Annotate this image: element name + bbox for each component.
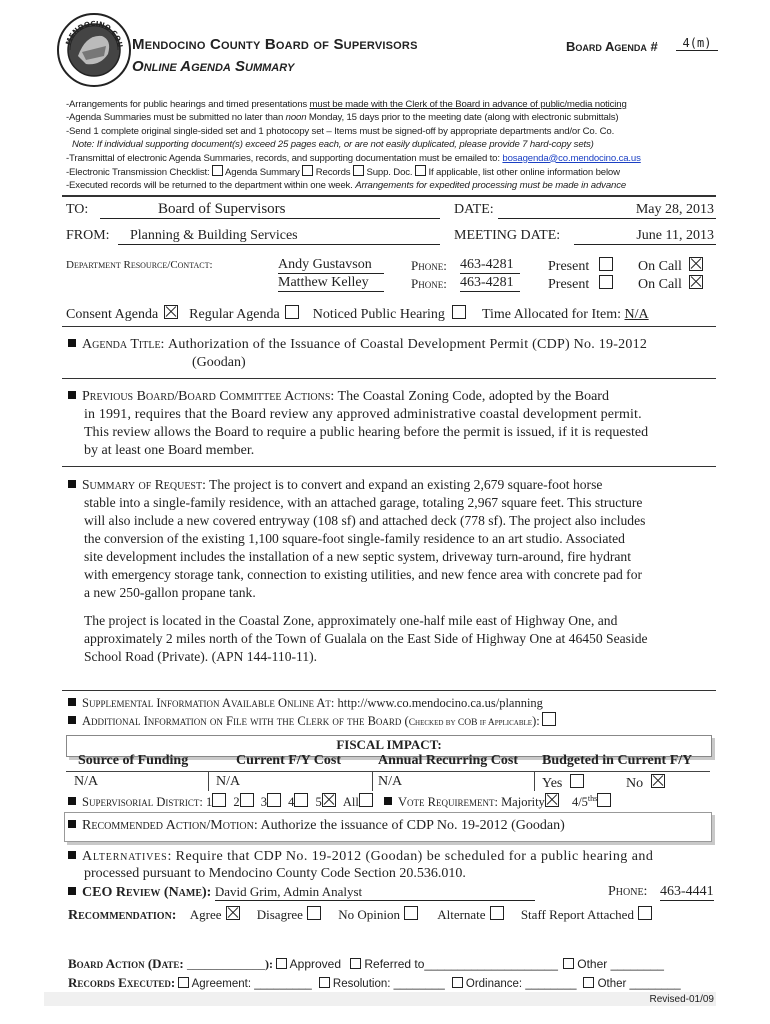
additional-info-label: Additional Information on File with the Clerk of the Board (	[82, 714, 409, 728]
contact1[interactable]	[278, 257, 384, 274]
records-other-option: Other ________	[583, 978, 680, 990]
agree-label: Agree	[189, 907, 222, 922]
consent-label: Consent Agenda	[66, 307, 159, 322]
present-option-2: Present	[548, 275, 613, 293]
bullet-icon	[68, 820, 76, 828]
bullet-icon	[68, 887, 76, 895]
district-all-checkbox[interactable]	[359, 793, 373, 807]
majority-checkbox[interactable]	[545, 793, 559, 807]
from-field[interactable]	[118, 226, 440, 245]
alternate-checkbox[interactable]	[490, 906, 504, 920]
phone-label-1: Phone:	[411, 258, 447, 273]
alternatives-text: Require that CDP No. 19-2012 (Goodan) be scheduled for a public hearing and	[175, 849, 654, 864]
district-2-label: 2	[233, 795, 240, 809]
recommendation-label: Recommendation:	[68, 908, 177, 923]
other-option: Other ________	[563, 957, 664, 971]
no-opinion-label: No Opinion	[338, 907, 400, 922]
seal-logo-icon	[56, 12, 132, 88]
present-checkbox-1[interactable]	[599, 257, 613, 271]
date-label: DATE:	[454, 202, 494, 217]
agenda-summary-checkbox[interactable]	[212, 165, 223, 176]
referred-checkbox[interactable]	[350, 958, 361, 969]
district-5-label: 5	[315, 795, 322, 809]
date-value: May 28, 2013	[635, 202, 714, 217]
four-fifths-suffix: ths	[587, 793, 598, 803]
bullet-icon	[68, 391, 76, 399]
supplemental-section	[68, 695, 718, 732]
meeting-date-value: June 11, 2013	[636, 228, 714, 243]
to-field[interactable]	[100, 200, 440, 219]
prev-actions-text: by at least one Board member.	[84, 443, 255, 458]
page-subtitle: Online Agenda Summary	[132, 58, 295, 75]
district-1-label: 1	[206, 795, 213, 809]
summary-section	[68, 476, 718, 666]
footer-bar	[44, 992, 716, 1006]
district-label: Supervisorial District:	[82, 795, 203, 809]
summary-text: with emergency storage tank, connection to existing utilities, and new fence area with concrete pad for	[84, 567, 643, 582]
resolution-option: Resolution: ________	[319, 978, 445, 990]
regular-agenda-checkbox[interactable]	[285, 305, 299, 319]
budgeted-no-checkbox[interactable]	[651, 774, 665, 788]
agenda-type-row	[66, 305, 718, 323]
instruction-line: -Arrangements for public hearings and timed presentations must be made with the Clerk of the Board in advance of public/media noticing	[66, 99, 627, 110]
recommendation-row	[68, 906, 718, 924]
fiscal-annual-value[interactable]: N/A	[378, 774, 403, 789]
from-value: Planning & Building Services	[130, 228, 298, 243]
regular-label: Regular Agenda	[189, 307, 280, 322]
records-other-checkbox[interactable]	[583, 977, 594, 988]
fiscal-header-annual: Annual Recurring Cost	[378, 753, 519, 768]
meeting-date-field[interactable]	[574, 226, 716, 245]
contact2-value: Matthew Kelley	[278, 275, 369, 290]
approved-option: Approved	[276, 957, 341, 971]
phone2[interactable]: 463-4281	[460, 275, 520, 292]
district-all-label: All	[342, 795, 359, 809]
bullet-icon	[68, 480, 76, 488]
board-action-date[interactable]: _____________	[186, 957, 265, 971]
ceo-review-row	[68, 884, 718, 901]
four-fifths-checkbox[interactable]	[597, 793, 611, 807]
prev-actions-label: Previous Board/Board Committee Actions:	[82, 389, 335, 404]
majority-label: Majority	[501, 795, 545, 809]
alternate-label: Alternate	[437, 907, 486, 922]
vote-requirement-label: Vote Requirement:	[397, 795, 498, 809]
county-seal	[56, 12, 132, 88]
referred-option: Referred to____________________	[350, 957, 558, 971]
agree-checkbox[interactable]	[226, 906, 240, 920]
oncall-option-1: On Call	[638, 257, 703, 275]
instruction-line: -Transmittal of electronic Agenda Summaries, records, and supporting documentation must be emailed to: bosagenda@co.mendocino.ca.us	[66, 152, 641, 164]
approved-checkbox[interactable]	[276, 958, 287, 969]
ceo-review-label: CEO Review (Name):	[82, 885, 212, 900]
bullet-icon	[68, 851, 76, 859]
previous-actions-section	[68, 388, 716, 460]
contact2[interactable]	[278, 275, 384, 292]
recommended-label: Recommended Action/Motion:	[82, 818, 258, 833]
agenda-title-text: Authorization of the Issuance of Coastal Development Permit (CDP) No. 19-2012	[167, 337, 648, 352]
time-allocated-label: Time Allocated for Item:	[481, 307, 622, 322]
present-option-1: Present	[548, 257, 613, 275]
other-online-checkbox[interactable]	[415, 165, 426, 176]
board-action-row	[68, 956, 718, 972]
agreement-checkbox[interactable]	[178, 977, 189, 988]
svg-text:MENDOCINO COUNTY: MENDOCINO COU	[64, 19, 124, 49]
form-header	[66, 200, 718, 320]
disagree-checkbox[interactable]	[307, 906, 321, 920]
to-label: TO:	[66, 202, 89, 217]
records-checkbox[interactable]	[302, 165, 313, 176]
district-2-checkbox[interactable]	[240, 793, 254, 807]
resolution-checkbox[interactable]	[319, 977, 330, 988]
alternatives-text: processed pursuant to Mendocino County Code Section 20.536.010.	[84, 866, 466, 881]
recommended-action	[68, 818, 708, 834]
district-1-checkbox[interactable]	[212, 793, 226, 807]
budgeted-yes: Yes	[542, 774, 584, 792]
phone1[interactable]: 463-4281	[460, 257, 520, 274]
staff-report-checkbox[interactable]	[638, 906, 652, 920]
public-hearing-checkbox[interactable]	[452, 305, 466, 319]
district-5-checkbox[interactable]	[322, 793, 336, 807]
district-3-checkbox[interactable]	[267, 793, 281, 807]
supp-doc-checkbox[interactable]	[353, 165, 364, 176]
fiscal-header-current: Current F/Y Cost	[236, 753, 341, 768]
agenda-title-section	[68, 336, 716, 372]
summary-text: The project is to convert and expand an existing 2,679 square-foot horse	[209, 477, 603, 492]
date-field[interactable]	[498, 200, 716, 219]
disagree-label: Disagree	[256, 907, 303, 922]
oncall-checkbox-2[interactable]	[689, 275, 703, 289]
instruction-note: Note: If individual supporting document(s) exceed 25 pages each, or are not easily duplicated, please provide 7 hard-copy sets)	[72, 139, 594, 151]
from-label: FROM:	[66, 228, 110, 243]
supplemental-label: Supplemental Information Available Online At:	[82, 696, 335, 710]
summary-text: The project is located in the Coastal Zone, approximately one-half mile east of Highway One, and	[84, 613, 618, 628]
records-executed-row	[68, 975, 718, 991]
time-allocated-value: N/A	[624, 307, 649, 322]
ordinance-option: Ordinance: ________	[452, 978, 577, 990]
meeting-date-label: MEETING DATE:	[454, 228, 561, 243]
other-checkbox[interactable]	[563, 958, 574, 969]
staff-report-label: Staff Report Attached	[520, 907, 634, 922]
district-3-label: 3	[260, 795, 267, 809]
to-value: Board of Supervisors	[158, 201, 286, 217]
supplemental-url[interactable]: http://www.co.mendocino.ca.us/planning	[337, 696, 543, 710]
bullet-icon	[384, 797, 392, 805]
board-action-close: ):	[264, 957, 273, 971]
alternatives-section	[68, 848, 718, 882]
contact1-value: Andy Gustavson	[278, 257, 372, 272]
summary-text: site development includes the installation of a new septic system, driveway turn-around, fire hydrant	[84, 549, 631, 564]
email-link[interactable]: bosagenda@co.mendocino.ca.us	[502, 152, 641, 164]
revised-label: Revised-01/09	[649, 994, 714, 1005]
summary-text: School Road (Private). (APN 144-110-11).	[84, 649, 318, 664]
present-checkbox-2[interactable]	[599, 275, 613, 289]
oncall-checkbox-1[interactable]	[689, 257, 703, 271]
summary-text: will also include a new covered entryway (108 sf) and attached deck (778 sf). The project also includes	[84, 513, 646, 528]
hearing-label: Noticed Public Hearing	[312, 307, 445, 322]
ceo-phone-value[interactable]: 463-4441	[660, 884, 714, 899]
prev-actions-text: in 1991, requires that the Board review any approved administrative coastal development permit.	[84, 407, 642, 422]
bullet-icon	[68, 797, 76, 805]
org-title: Mendocino County Board of Supervisors	[132, 36, 418, 53]
instruction-line: -Send 1 complete original single-sided set and 1 photocopy set – Items must be signed-off by appropriate departments and/or Co. Co.	[66, 125, 615, 137]
agenda-title-text-2: (Goodan)	[192, 355, 246, 370]
ordinance-checkbox[interactable]	[452, 977, 463, 988]
board-agenda-number: 4(m)	[676, 36, 718, 51]
bullet-icon	[68, 698, 76, 706]
prev-actions-text: The Coastal Zoning Code, adopted by the Board	[337, 389, 609, 404]
consent-agenda-checkbox[interactable]	[164, 305, 178, 319]
district-row	[68, 793, 718, 810]
district-4-checkbox[interactable]	[294, 793, 308, 807]
summary-label: Summary of Request:	[82, 477, 206, 492]
bullet-icon	[68, 339, 76, 347]
budgeted-yes-checkbox[interactable]	[570, 774, 584, 788]
four-fifths-label: 4/5	[571, 795, 588, 809]
bullet-icon	[68, 716, 76, 724]
district-4-label: 4	[288, 795, 295, 809]
agenda-title-label: Agenda Title:	[82, 337, 165, 352]
ceo-phone-label: Phone:	[608, 884, 648, 899]
fiscal-title: FISCAL IMPACT:	[336, 737, 442, 752]
additional-info-checkbox[interactable]	[542, 712, 556, 726]
board-agenda-label: Board Agenda #	[566, 39, 658, 54]
fiscal-header-source: Source of Funding	[78, 753, 189, 768]
prev-actions-text: This review allows the Board to require a public hearing before the permit is issued, if it is requested	[84, 425, 649, 440]
fiscal-current-value[interactable]: N/A	[216, 774, 241, 789]
summary-text: stable into a single-family residence, with an attached garage, totaling 2,967 square feet. This structure	[84, 495, 643, 510]
instruction-line: -Electronic Transmission Checklist: Agenda Summary Records Supp. Doc. If applicable, list other online information below	[66, 167, 620, 179]
fiscal-header-budgeted: Budgeted in Current F/Y	[542, 753, 693, 768]
summary-text: the conversion of the existing 1,100 square-foot single-family residence to an art studio. Associated	[84, 531, 625, 546]
recommended-text: Authorize the issuance of CDP No. 19-2012 (Goodan)	[260, 818, 565, 833]
fiscal-source-value[interactable]: N/A	[74, 774, 99, 789]
ceo-review-name[interactable]: David Grim, Admin Analyst	[215, 884, 535, 901]
summary-text: a new 250-gallon propane tank.	[84, 585, 256, 600]
records-executed-label: Records Executed:	[68, 975, 176, 990]
instruction-line: -Agenda Summaries must be submitted no later than noon Monday, 15 days prior to the meeting date (along with electronic submittals)	[66, 112, 619, 124]
instruction-line: -Executed records will be returned to the department within one week. Arrangements for expedited processing must be made in advance	[66, 180, 627, 192]
dept-contact-label: Department Resource/Contact:	[66, 259, 213, 271]
alternatives-label: Alternatives:	[82, 849, 173, 864]
board-action-label: Board Action (Date:	[68, 956, 187, 971]
phone-label-2: Phone:	[411, 276, 447, 291]
additional-info-end: ):	[532, 714, 540, 728]
no-opinion-checkbox[interactable]	[404, 906, 418, 920]
additional-info-note: Checked by COB if Applicable	[408, 718, 533, 728]
instructions-block	[66, 98, 726, 193]
budgeted-no: No	[626, 774, 665, 792]
summary-text: approximately 2 miles north of the Town of Gualala on the East Side of Highway One at 46450 Seaside	[84, 631, 648, 646]
agreement-option: Agreement: _________	[178, 978, 312, 990]
oncall-option-2: On Call	[638, 275, 703, 293]
